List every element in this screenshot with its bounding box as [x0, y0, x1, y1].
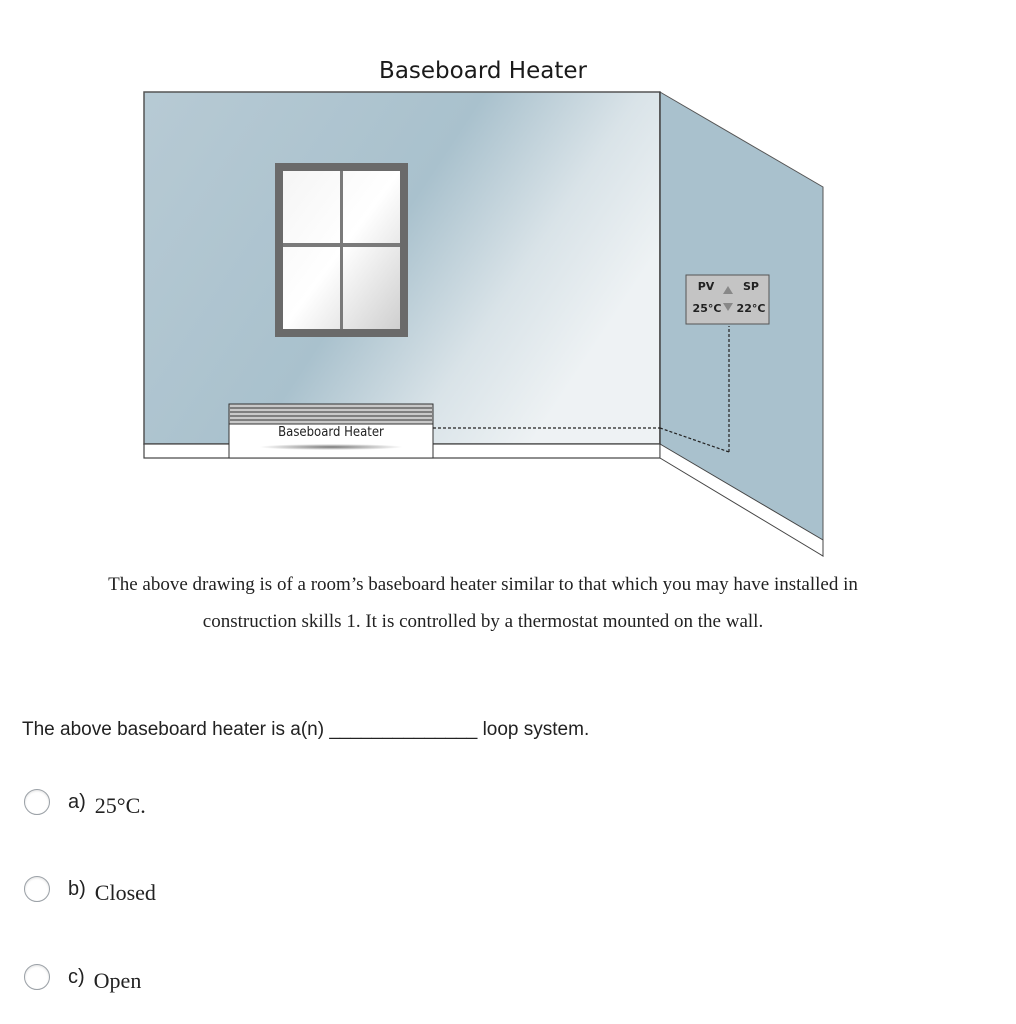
question-text: The above baseboard heater is a(n) ______________ loop system. [22, 719, 590, 740]
caption-line-2: construction skills 1. It is controlled by a thermostat mounted on the wall. [202, 611, 764, 632]
option-b-letter: b) [68, 877, 86, 900]
option-b-text: Closed [94, 880, 156, 905]
caption-line-1: The above drawing is of a room’s baseboard heater similar to that which you may have installed in [108, 574, 858, 595]
option-b[interactable] [24, 873, 156, 905]
option-c-text: Open [93, 968, 142, 993]
heater-label: Baseboard Heater [278, 425, 384, 440]
option-a-radio[interactable] [24, 789, 50, 815]
thermostat-sp-value: 22°C [736, 302, 766, 315]
baseboard-heater [229, 404, 433, 458]
thermostat-sp-label: SP [743, 280, 759, 293]
option-a-letter: a) [68, 790, 86, 813]
option-c-letter: c) [68, 965, 85, 988]
thermostat-pv-label: PV [697, 280, 715, 293]
option-b-radio[interactable] [24, 876, 50, 902]
option-a[interactable] [24, 786, 146, 818]
figure-title: Baseboard Heater [379, 58, 587, 84]
window [275, 163, 408, 337]
option-c[interactable] [24, 961, 141, 993]
thermostat-pv-value: 25°C [692, 302, 722, 315]
option-a-text: 25°C. [94, 793, 146, 818]
thermostat [686, 275, 769, 324]
option-c-radio[interactable] [24, 964, 50, 990]
